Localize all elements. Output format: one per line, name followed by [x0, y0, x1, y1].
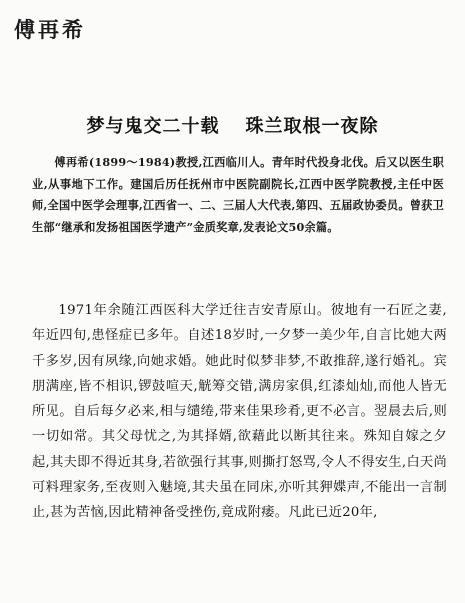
article-title: [0, 112, 465, 138]
header-author-name: 傅再希: [14, 17, 86, 42]
article-title-left: 梦与鬼交二十载: [86, 116, 220, 137]
author-bio-text: 傅再希(1899～1984)教授,江西临川人。青年时代投身北伐。后又以医生职业,从事地下工作。建国后历任抚州市中医院副院长,江西中医学院教授,主任中医师,全国中医学会理事,江西省一、二、三届人大代表,第四、五届政协委员。曾获卫生部“继承和发扬祖国医学遗产”金质奖章,发表论文50余篇。: [32, 155, 444, 234]
author-bio: [32, 152, 444, 238]
article-body: [32, 298, 447, 526]
article-paragraph: 1971年余随江西医科大学迁往吉安青原山。彼地有一石匠之妻,年近四旬,患怪症已多年。自述18岁时,一夕梦一美少年,自言比她大两千多岁,因有夙缘,向她求婚。她此时似梦非梦,不敢推辞,遂行婚礼。宾朋满座,皆不相识,锣鼓喧天,觥筹交错,满房家俱,红漆灿灿,而他人皆无所见。自后每夕必来,相与缱绻,带来佳果珍肴,更不必言。翌晨去后,则一切如常。其父母忧之,为其择婿,欲藉此以断其往来。殊知自嫁之夕起,其夫即不得近其身,若欲强行其事,则撕打怒骂,令人不得安生,白天尚可料理家务,至夜则入魅境,其夫虽在同床,亦听其狎媟声,不能出一言制止,甚为苦恼,因此精神备受挫伤,竟成附痿。凡此已近20年,: [32, 303, 447, 521]
article-title-right: 珠兰取根一夜除: [245, 116, 379, 137]
